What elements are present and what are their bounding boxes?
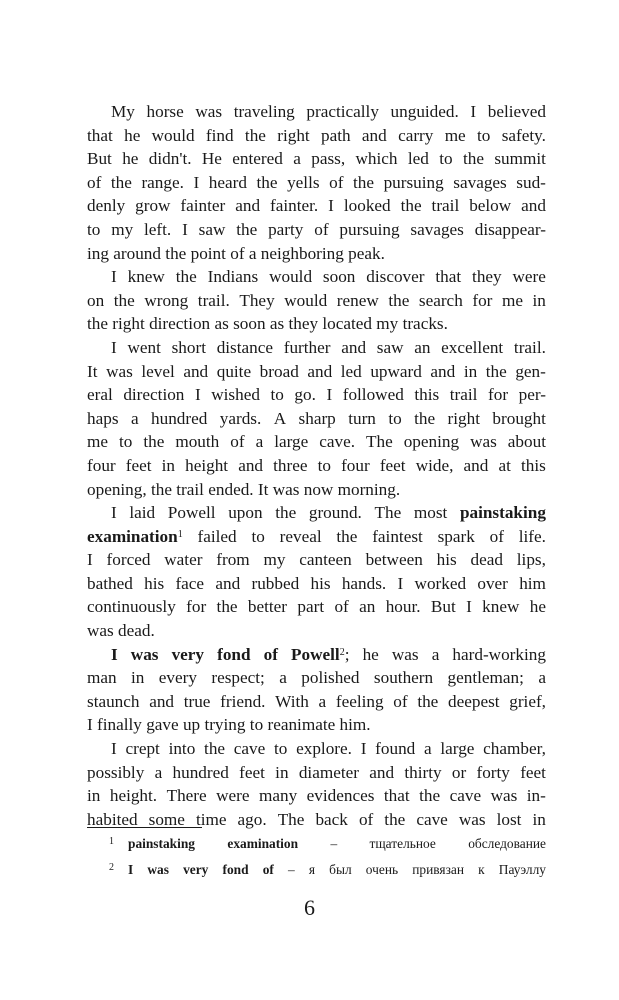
- body-text: [87, 100, 546, 831]
- text-line: I went short distance further and saw an excellent trail.: [111, 337, 546, 357]
- text-line: to my left. I saw the party of pursuing savages disappear-: [87, 219, 546, 239]
- text-line: bathed his face and rubbed his hands. I worked over him: [87, 573, 546, 593]
- text-line: It was level and quite broad and led upward and in the gen-: [87, 361, 546, 381]
- text-line: me to the mouth of a large cave. The opening was about: [87, 432, 546, 452]
- text-line: eral direction I wished to go. I followed this trail for per-: [87, 385, 546, 405]
- text-line: that he would find the right path and carry me to safety.: [87, 125, 546, 145]
- text-line: on the wrong trail. They would renew the search for me in: [87, 290, 546, 310]
- text-line: four feet in height and three to four feet wide, and at this: [87, 455, 546, 475]
- text-line: in height. There were many evidences that the cave was in-: [87, 786, 546, 806]
- text-line: haps a hundred yards. A sharp turn to the right brought: [87, 408, 546, 428]
- page-number: 6: [304, 895, 315, 920]
- text-line: the right direction as soon as they located my tracks.: [87, 314, 448, 334]
- text-line: I was very fond of Powell$^2$; he was a hard-working: [111, 644, 546, 664]
- footnote: [87, 832, 546, 858]
- footnote: [87, 858, 546, 884]
- text-line: examination$^1$ failed to reveal the faintest spark of life.: [87, 526, 546, 546]
- text-line: possibly a hundred feet in diameter and thirty or forty feet: [87, 762, 546, 782]
- text-line: I crept into the cave to explore. I found a large chamber,: [111, 739, 546, 759]
- text-line: habited some time ago. The back of the cave was lost in: [87, 809, 546, 829]
- text-line: I finally gave up trying to reanimate him.: [87, 715, 371, 735]
- footnote-number: 2: [109, 862, 114, 873]
- footnote-rule: [87, 827, 202, 828]
- text-line: My horse was traveling practically unguided. I believed: [111, 102, 546, 121]
- text-line: But he didn't. He entered a pass, which led to the summit: [87, 149, 546, 169]
- text-line: I knew the Indians would soon discover that they were: [111, 267, 546, 287]
- text-line: I laid Powell upon the ground. The most painstaking: [111, 503, 546, 523]
- text-line: denly grow fainter and fainter. I looked the trail below and: [87, 196, 546, 216]
- footnotes: [87, 832, 546, 884]
- footnote-text: painstaking examination – тщательное обследование: [128, 836, 546, 851]
- text-line: I forced water from my canteen between his dead lips,: [87, 550, 546, 570]
- text-line: of the range. I heard the yells of the pursuing savages sud-: [87, 172, 546, 192]
- text-line: was dead.: [87, 621, 155, 641]
- footnote-number: 1: [109, 836, 114, 847]
- text-line: staunch and true friend. With a feeling of the deepest grief,: [87, 691, 546, 711]
- text-line: ing around the point of a neighboring peak.: [87, 243, 385, 263]
- footnote-text: I was very fond of – я был очень привязан к Пауэллу: [128, 862, 546, 877]
- text-line: opening, the trail ended. It was now morning.: [87, 479, 401, 499]
- text-line: man in every respect; a polished southern gentleman; a: [87, 668, 546, 688]
- text-line: continuously for the better part of an hour. But I knew he: [87, 597, 546, 617]
